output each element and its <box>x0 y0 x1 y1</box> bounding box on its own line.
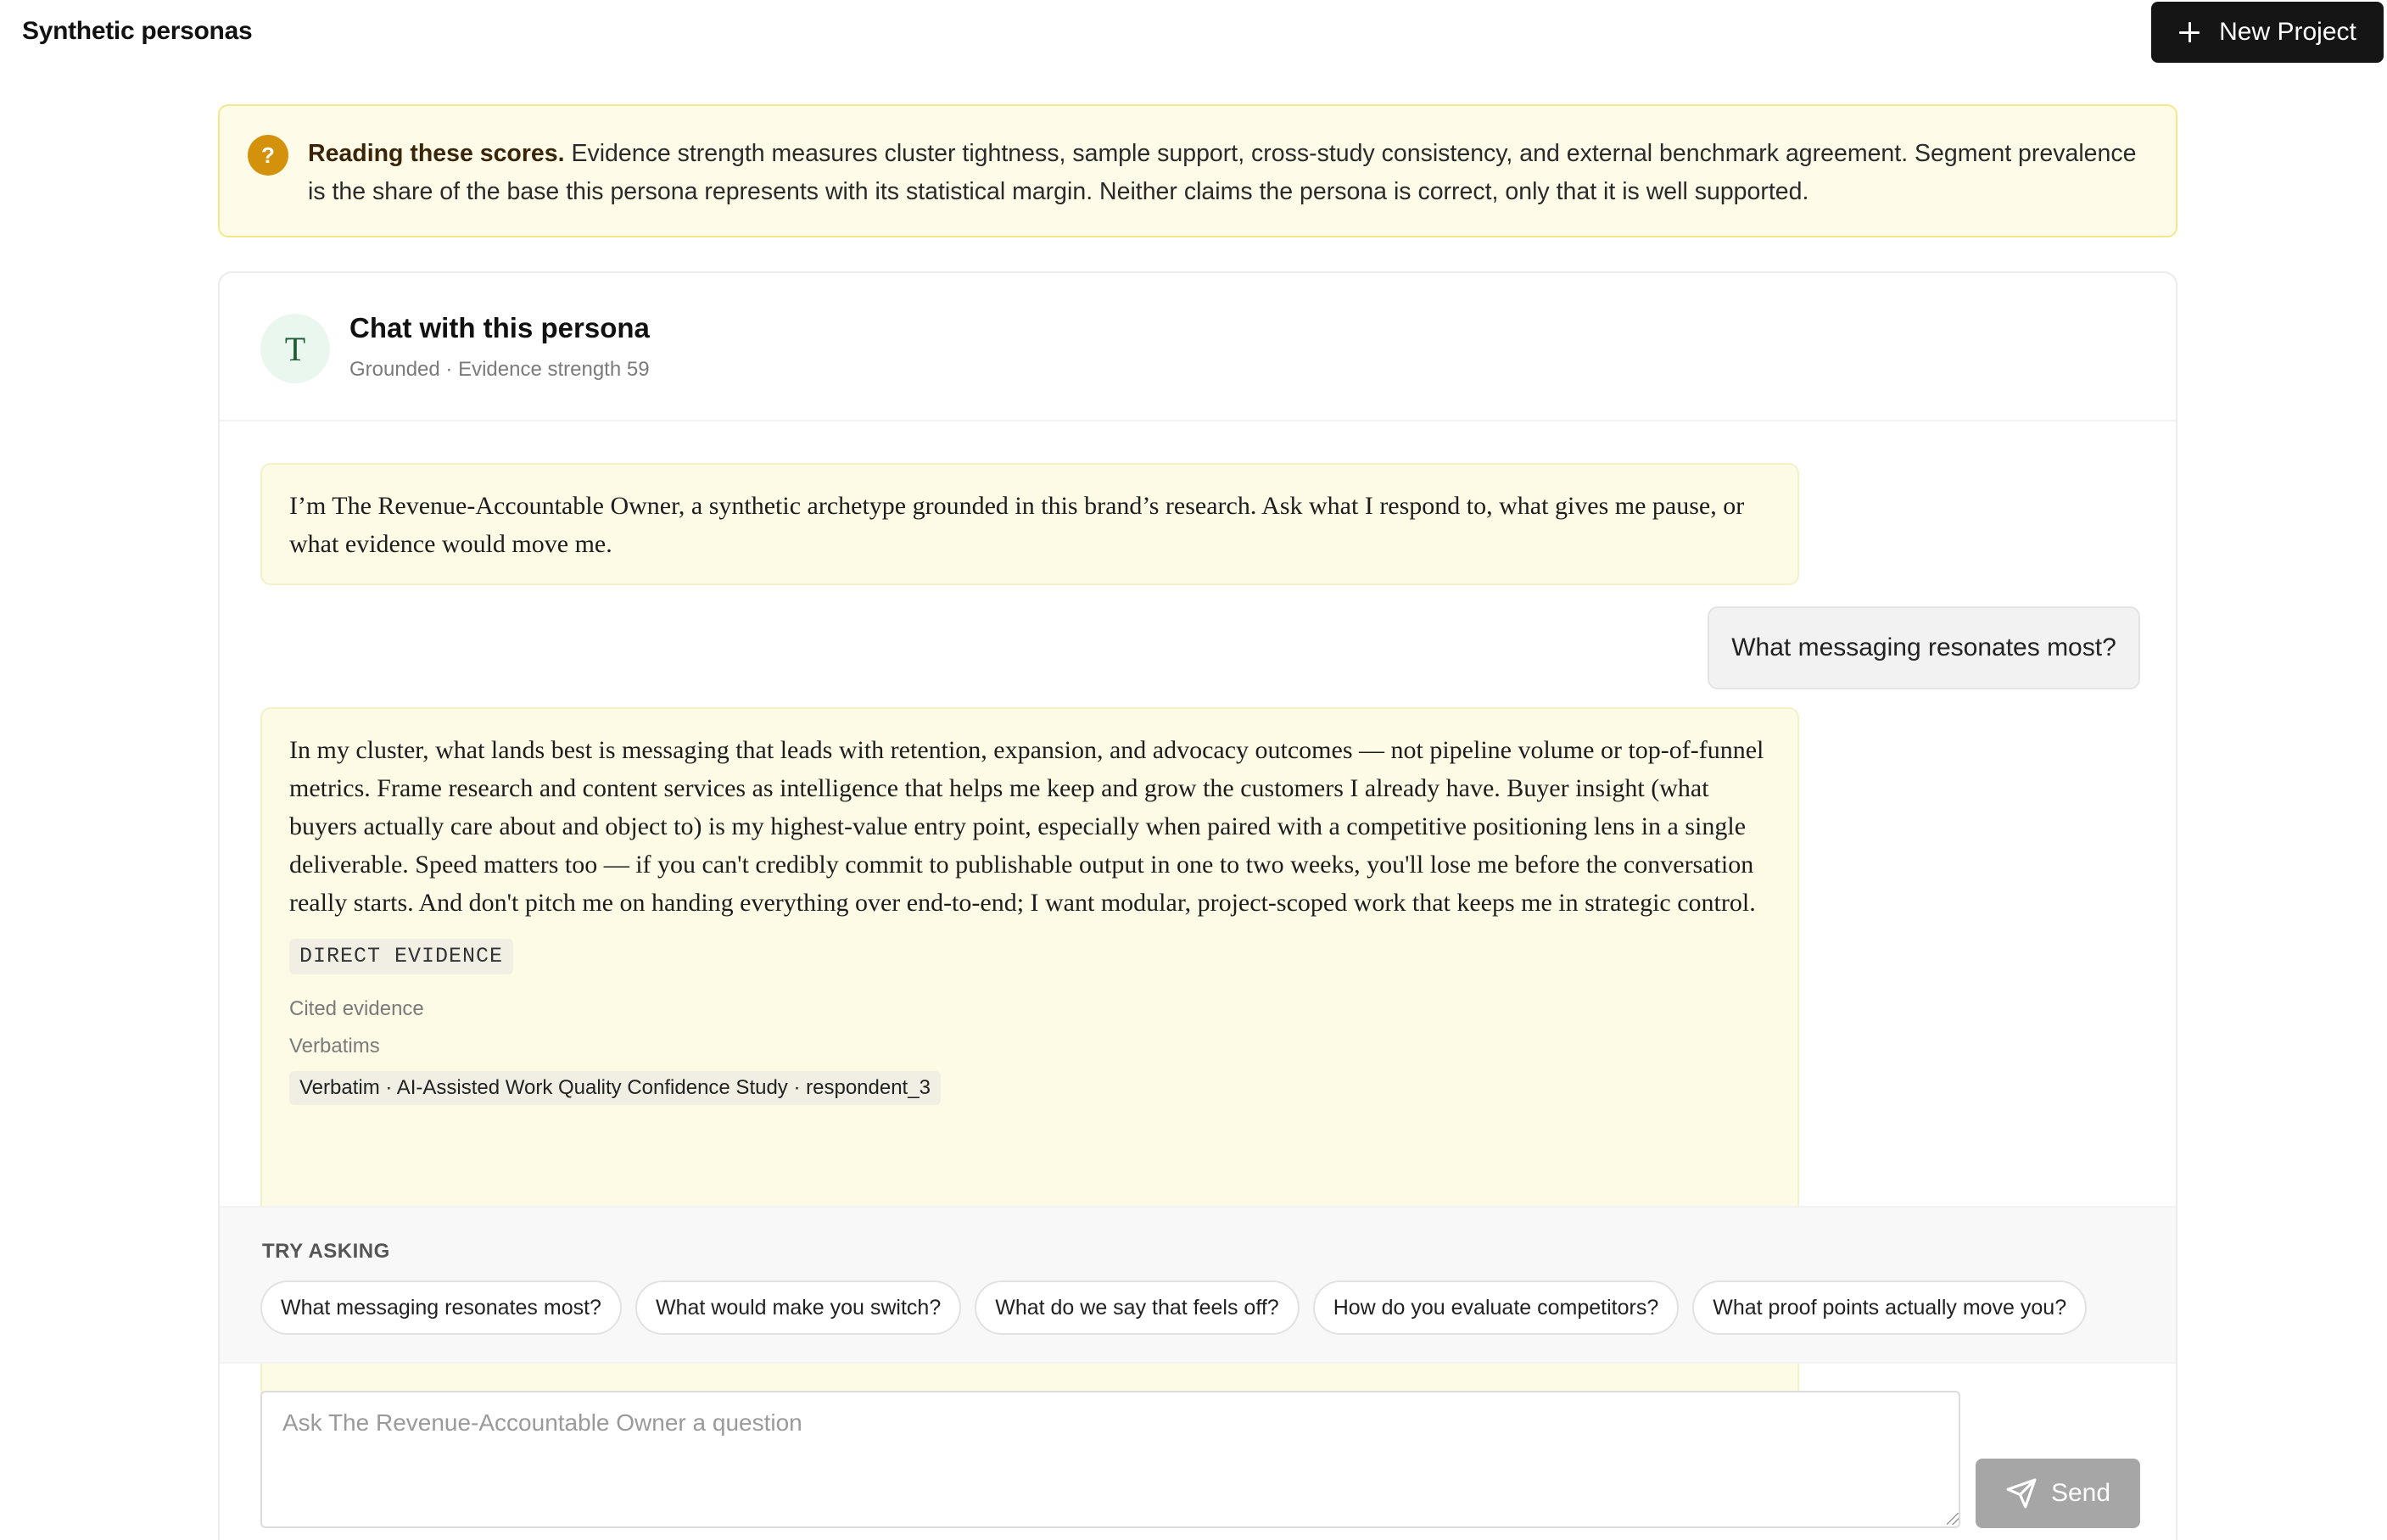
persona-message-intro <box>260 463 1799 585</box>
evidence-type-badge: DIRECT EVIDENCE <box>289 939 513 974</box>
chat-subtitle: Grounded · Evidence strength 59 <box>349 358 650 381</box>
try-asking-section <box>220 1206 2176 1364</box>
chat-header <box>220 273 2176 421</box>
user-message <box>1708 606 2140 689</box>
persona-message-text: I’m The Revenue-Accountable Owner, a synthetic archetype grounded in this brand’s research. Ask what I respond to, what gives me pause, or what evidence would move me. <box>289 492 1745 558</box>
suggestion-chip[interactable]: What proof points actually move you? <box>1692 1281 2087 1335</box>
suggestion-chip[interactable]: What messaging resonates most? <box>260 1281 622 1335</box>
suggestion-chip[interactable]: What would make you switch? <box>635 1281 961 1335</box>
send-icon <box>2005 1477 2038 1509</box>
new-project-button[interactable] <box>2151 2 2384 63</box>
app-title: Synthetic personas <box>22 17 253 45</box>
scores-notice <box>218 104 2177 237</box>
resize-handle-icon[interactable] <box>1947 1513 1959 1525</box>
verbatim-citation-chip[interactable]: Verbatim · AI-Assisted Work Quality Confidence Study · respondent_3 <box>289 1071 941 1105</box>
cited-evidence-label: Cited evidence <box>289 997 424 1020</box>
chat-title: Chat with this persona <box>349 312 650 343</box>
notice-text <box>308 135 2157 211</box>
notice-body: Evidence strength measures cluster tightness, sample support, cross-study consistency, and external benchmark agreement. Segment prevalence is the share of the base this persona represents with its statistical margin. Neither claims the persona is correct, only that it is well supported. <box>308 140 2137 205</box>
plus-icon <box>2178 21 2200 43</box>
persona-answer-text: In my cluster, what lands best is messaging that leads with retention, expansion, and advocacy outcomes — not pipeline volume or top-of-funnel metrics. Frame research and content services as intelligence that helps me keep and grow the customers I already have. Buyer insight (what buyers actually care about and object to) is my highest-value entry point, especially when paired with a competitive positioning lens in a single deliverable. Speed matters too — if you can't credibly commit to publishable output in one to two weeks, you'll lose me before the conversation really starts. And don't pitch me on handing everything over end-to-end; I want modular, project-scoped work that keeps me in strategic control. <box>289 736 1764 917</box>
send-button[interactable] <box>1976 1459 2140 1528</box>
notice-heading: Reading these scores. <box>308 140 565 167</box>
persona-avatar: T <box>260 314 330 383</box>
new-project-label: New Project <box>2219 18 2356 46</box>
top-bar <box>0 0 2387 64</box>
try-asking-label: TRY ASKING <box>262 1240 390 1263</box>
question-input[interactable] <box>260 1391 1960 1528</box>
send-label: Send <box>2050 1479 2111 1507</box>
question-icon: ? <box>248 135 288 176</box>
user-message-text: What messaging resonates most? <box>1731 633 2116 661</box>
suggestion-chip[interactable]: How do you evaluate competitors? <box>1313 1281 1680 1335</box>
verbatims-label: Verbatims <box>289 1035 380 1057</box>
chat-card <box>218 271 2177 1540</box>
suggestion-chip[interactable]: What do we say that feels off? <box>975 1281 1299 1335</box>
suggestion-list <box>260 1281 2087 1335</box>
